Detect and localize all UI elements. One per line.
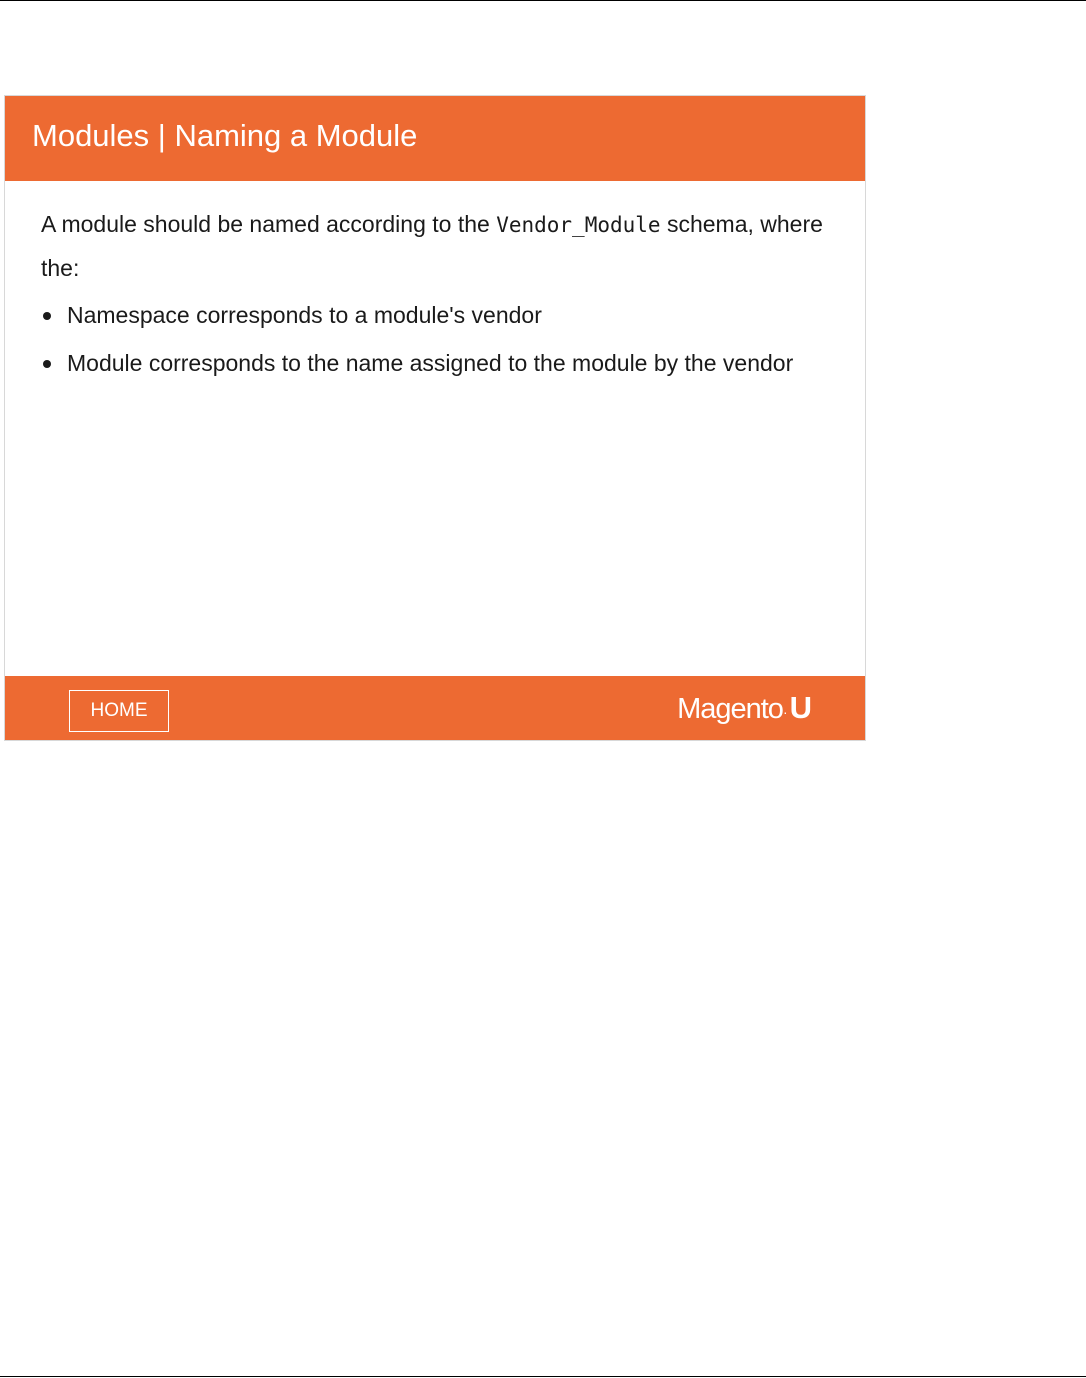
slide-body: [41, 203, 841, 389]
bullet-text: Module corresponds to the name assigned to the module by the vendor: [67, 350, 794, 376]
bullet-list: [41, 293, 841, 385]
vendor-module-code: Vendor_Module: [496, 213, 661, 237]
bullet-item-namespace: [41, 293, 841, 337]
home-button[interactable]: HOME: [69, 690, 169, 732]
magento-u-logo: [677, 690, 811, 727]
top-page-rule: [0, 0, 1086, 1]
slide-header: [5, 96, 865, 181]
bullet-dot-icon: [43, 360, 51, 368]
slide: [4, 95, 866, 741]
slide-footer: [5, 676, 865, 740]
brand-mark: ·: [782, 704, 787, 720]
intro-paragraph: [41, 203, 841, 290]
slide-title: Modules | Naming a Module: [32, 118, 418, 153]
brand-suffix: U: [789, 690, 811, 725]
bottom-page-rule: [0, 1376, 1086, 1377]
bullet-item-module: [41, 341, 841, 385]
bullet-dot-icon: [43, 312, 51, 320]
brand-name: Magento: [677, 693, 783, 725]
intro-text-end: schema, where the:: [41, 211, 823, 281]
intro-text-start: A module should be named according to the: [41, 211, 497, 237]
bullet-text: Namespace corresponds to a module's vendor: [67, 302, 542, 328]
